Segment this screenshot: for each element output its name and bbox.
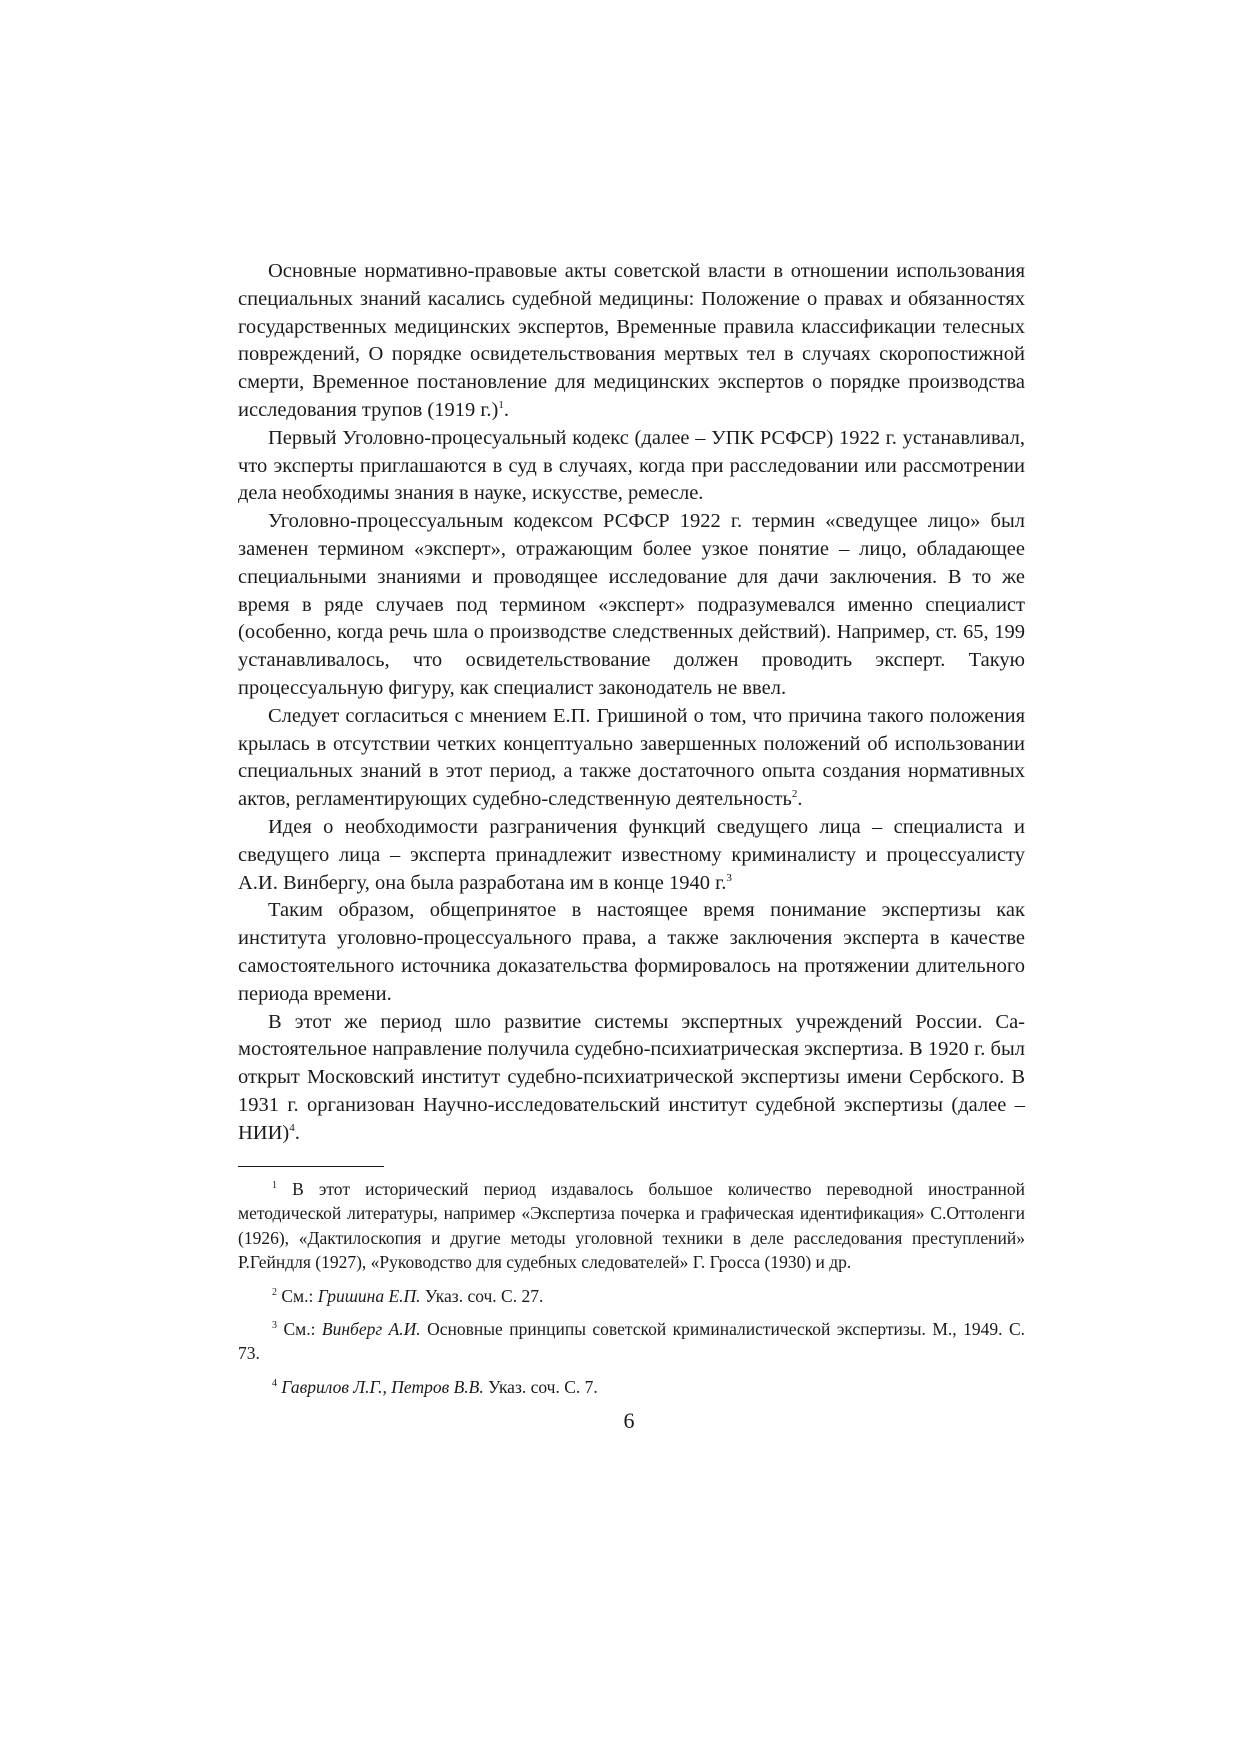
footnote-number: 2 [272,1286,277,1298]
paragraph-6: Таким образом, общепринятое в настоящее время понимание экспертизы как института уголовно-процессуального права, а также заключения эксперта в качестве самостоятельного источника доказательства формировалось на протяжении длительного периода времени. [238,899,1025,1005]
footnote-ref-1[interactable]: 1 [498,399,504,412]
footnote-author: Винберг А.И. [321,1319,421,1340]
footnotes-section [238,1166,1025,1408]
footnote-2: $^2$ См.: Гришина Е.П. Указ. соч. С. 27. [272,1285,544,1306]
main-text [238,258,1025,1148]
footnote-ref-2[interactable]: 2 [791,788,798,801]
footnote-number: 1 [272,1180,277,1192]
footnote-author: Гаврилов Л.Г., Петров В.В. [281,1376,484,1397]
paragraph-7: В этот же период шло развитие системы экспертных учреждений России. Самостоятельное направление получила судебно-психиатрическая экспертиза. В 1920 г. был открыт Московский институт судебно-психиатрической экспертизы имени Сербского. В 1931 г. организован Научно-исследовательский институт судебной экспертизы (далее – НИИ)$^4$. [238,1010,1025,1144]
footnote-number: 4 [272,1378,277,1390]
paragraph-2: Первый Уголовно-процесуальный кодекс (далее – УПК РСФСР) 1922 г. устанавливал, что эксперты приглашаются в суд в случаях, когда при расследовании или рассмотрении дела необходимы знания в науке, искусстве, ремесле. [238,426,1025,505]
footnote-number: 3 [272,1320,277,1332]
paragraph-1: Основные нормативно-правовые акты советской власти в отношении использования специальных знаний касались судебной медицины: Положение о правах и обязанностях государственных медицинских экспертов, Временные правила классификации телесных повреждений, О порядке освидетельствования мертвых тел в случаях скоропостижной смерти, Временное постановление для медицинских экспертов о порядке производства исследования трупов (1919 г.)$^1$. [238,260,1025,421]
footnote-ref-3[interactable]: 3 [726,871,732,884]
footnote-ref-4[interactable]: 4 [289,1121,295,1134]
page-number: 6 [623,1408,635,1433]
footnote-3: $^3$ См.: Винберг А.И. Основные принципы советской криминалистической экспертизы. М., 1949. С. 73. [238,1319,1025,1364]
paragraph-3: Уголовно-процессуальным кодексом РСФСР 1922 г. термин «сведущее лицо» был заменен термином «эксперт», отражающим более узкое понятие – лицо, обладающее специальными знаниями и проводящее исследование для дачи заключения. В то же время в ряде случаев под термином «эксперт» подразумевался именно специалист (особенно, когда речь шла о производстве следственных действий). Например, ст. 65, 199 устанавливалось, что освидетельствование должен проводить эксперт. Такую процессуальную фигуру, как специалист законодатель не ввел. [238,510,1025,699]
footnote-1: $^1$ В этот исторический период издавалось большое количество переводной иностранной методической литературы, например «Экспертиза почерка и графическая идентификация» С.Оттоленги (1926), «Дактилоскопия и другие методы уголовной техники в деле расследования преступлений» Р.Гейндля (1927), «Руководство для судебных следователей» Г. Гросса (1930) и др. [238,1179,1025,1273]
paragraph-4: Следует согласиться с мнением Е.П. Гришиной о том, что причина такого положения крылась в отсутствии четких концептуально завершенных положений об использовании специальных знаний в этот период, а также достаточного опыта создания нормативных актов, регламентирующих судебно-следственную деятельность$^2$. [238,704,1025,811]
footnote-separator [238,1166,384,1167]
paragraph-5: Идея о необходимости разграничения функций сведущего лица – специалиста и сведущего лица – эксперта принадлежит известному криминалисту и процессуалисту А.И. Винбергу, она была разработана им в конце 1940 г.$^3$ [238,815,1025,894]
footnote-4: $^4$ Гаврилов Л.Г., Петров В.В. Указ. соч. С. 7. [272,1376,598,1397]
footnote-author: Гришина Е.П. [317,1285,421,1306]
